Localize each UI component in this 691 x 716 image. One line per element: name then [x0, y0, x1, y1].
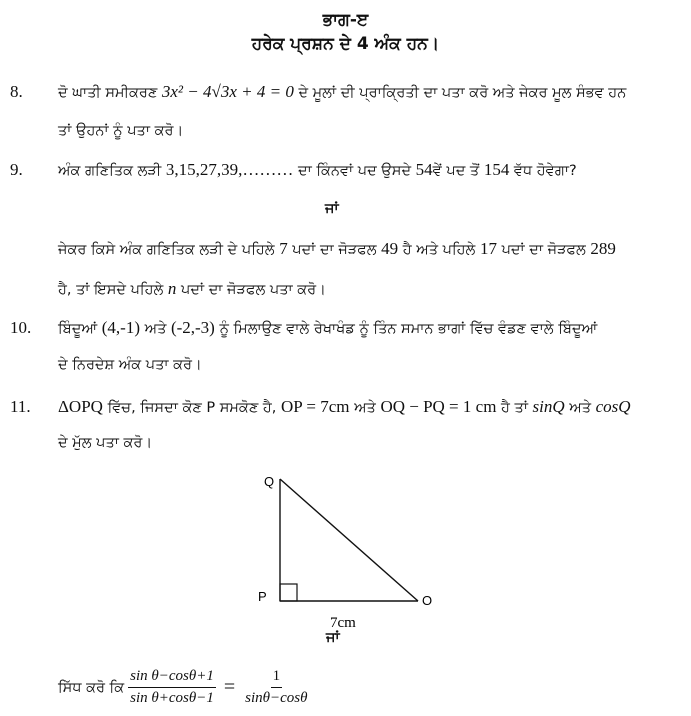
q9-alt-s2: 289 — [590, 239, 616, 258]
q10-point2: (-2,-3) — [170, 318, 215, 337]
q8-line1 — [58, 82, 626, 102]
q10-point1: (4,-1) — [101, 318, 140, 337]
q11-triangle: ΔOPQ — [58, 397, 103, 416]
section-title: ਭਾਗ-ੲ — [322, 10, 369, 30]
label-p: P — [258, 589, 267, 604]
q9-alt-var: n — [167, 279, 177, 298]
right-angle-marker — [280, 584, 297, 601]
q9-post: ਵੱਧ ਹੋਵੇਗਾ? — [513, 163, 577, 179]
side-qo — [280, 479, 418, 601]
q10-line1 — [58, 318, 597, 338]
right-triangle-figure — [240, 465, 450, 640]
q11-mid3: ਹੈ ਤਾਂ — [501, 400, 528, 416]
q10-line2: ਦੇ ਨਿਰਦੇਸ਼ ਅੰਕ ਪਤਾ ਕਰੋ। — [58, 357, 202, 373]
rhs-numerator: 1 — [271, 668, 283, 688]
label-o: O — [422, 593, 433, 608]
q8-equation: 3x² − 4√3x + 4 = 0 — [161, 82, 294, 101]
q11-mid2: ਅਤੇ — [354, 400, 376, 416]
q11-line1 — [58, 397, 631, 417]
q9-alt-pre: ਜੇਕਰ ਕਿਸੇ ਅੰਕ ਗਣਿਤਿਕ ਲੜੀ ਦੇ ਪਹਿਲੇ — [58, 242, 275, 258]
q11-line2: ਦੇ ਮੁੱਲ ਪਤਾ ਕਰੋ। — [58, 435, 153, 451]
q9-alt-line2 — [58, 279, 326, 299]
q8-line2: ਤਾਂ ਉਹਨਾਂ ਨੂੰ ਪਤਾ ਕਰੋ। — [58, 123, 184, 139]
q9-term: 54 — [415, 160, 433, 179]
rhs-denominator: sinθ−cosθ — [245, 690, 308, 706]
q11-cosq: cosQ — [595, 397, 631, 416]
q10-pre: ਬਿੰਦੂਆਂ — [58, 321, 98, 337]
q11-mid4: ਅਤੇ — [569, 400, 592, 416]
q9-alt-mid3: ਪਦਾਂ ਦਾ ਜੋੜਫਲ — [501, 242, 586, 258]
q9-alt-n1: 7 — [279, 239, 288, 258]
q9-number: 9. — [10, 160, 23, 179]
label-base-length: 7cm — [330, 615, 356, 631]
equals-sign: = — [223, 676, 236, 698]
q11-number: 11. — [10, 397, 31, 416]
lhs-numerator: sin θ−cosθ+1 — [128, 668, 216, 688]
q9-or: ਜਾਂ — [325, 201, 339, 217]
q9-sequence: 3,15,27,39,……… — [165, 160, 294, 179]
label-q: Q — [264, 474, 275, 489]
q9-alt-mid1: ਪਦਾਂ ਦਾ ਜੋੜਫਲ — [292, 242, 377, 258]
lhs-fraction — [128, 668, 216, 707]
q9-pre: ਅੰਕ ਗਣਿਤਿਕ ਲੜੀ — [58, 163, 162, 179]
q8-number: 8. — [10, 82, 23, 101]
marks-note: ਹਰੇਕ ਪ੍ਰਸ਼ਨ ਦੇ 4 ਅੰਕ ਹਨ। — [251, 34, 440, 54]
q11-sinq: sinQ — [532, 397, 565, 416]
q9-alt-line2-pre: ਹੈ, ਤਾਂ ਇਸਦੇ ਪਹਿਲੇ — [58, 282, 164, 298]
q11-mid1: ਵਿੱਚ, ਜਿਸਦਾ ਕੋਣ P ਸਮਕੋਣ ਹੈ, — [107, 400, 277, 416]
rhs-fraction — [243, 668, 309, 707]
q11-prove-pre: ਸਿੱਧ ਕਰੋ ਕਿ — [58, 679, 125, 696]
q10-number: 10. — [10, 318, 32, 337]
lhs-denominator: sin θ+cosθ−1 — [130, 690, 214, 706]
q8-pre: ਦੋ ਘਾਤੀ ਸਮੀਕਰਣ — [58, 85, 158, 101]
q9-alt-n2: 17 — [479, 239, 497, 258]
q8-post: ਦੇ ਮੂਲਾਂ ਦੀ ਪ੍ਰਾਕ੍ਰਿਤੀ ਦਾ ਪਤਾ ਕਰੋ ਅਤੇ ਜੇਕਰ ਮੂਲ ਸੰਭਵ ਹਨ — [298, 85, 627, 101]
q9-line1 — [58, 160, 577, 180]
q11-given2: OQ − PQ = 1 cm — [380, 397, 497, 416]
q9-alt-line2-post: ਪਦਾਂ ਦਾ ਜੋੜਫਲ ਪਤਾ ਕਰੋ। — [181, 282, 326, 298]
q9-value: 154 — [483, 160, 510, 179]
q11-or: ਜਾਂ — [326, 630, 340, 646]
q9-mid2: ਵੇਂ ਪਦ ਤੋਂ — [432, 163, 480, 179]
q11-given1: OP = 7cm — [281, 397, 350, 416]
q9-alt-line1 — [58, 239, 616, 259]
q10-post: ਨੂੰ ਮਿਲਾਉਣ ਵਾਲੇ ਰੇਖਾਖੰਡ ਨੂੰ ਤਿੰਨ ਸਮਾਨ ਭਾਗਾਂ ਵਿੱਚ ਵੰਡਣ ਵਾਲੇ ਬਿੰਦੂਆਂ — [219, 321, 598, 337]
q9-alt-mid2: ਹੈ ਅਤੇ ਪਹਿਲੇ — [402, 242, 476, 258]
q9-alt-s1: 49 — [381, 239, 399, 258]
q11-prove-line — [58, 668, 314, 707]
q9-mid1: ਦਾ ਕਿੰਨਵਾਂ ਪਦ ਉਸਦੇ — [297, 163, 412, 179]
q10-mid1: ਅਤੇ — [144, 321, 167, 337]
